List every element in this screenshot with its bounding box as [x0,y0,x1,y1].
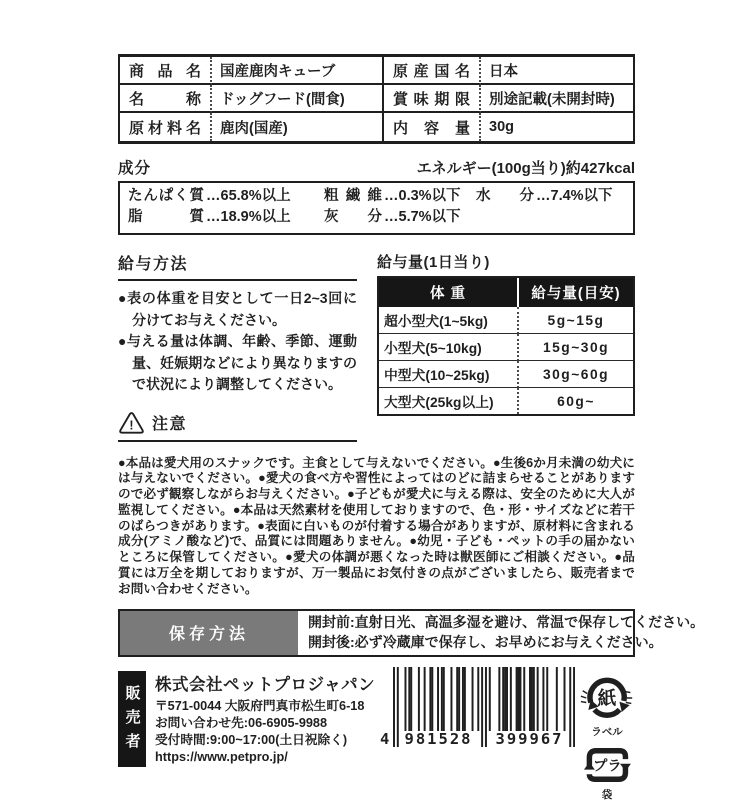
info-label-net-content: 内容量 [384,113,481,141]
barcode-digits-right: 399967 [495,729,564,748]
info-value-product-name: 国産鹿肉キューブ [212,57,384,85]
recycle-marks [579,671,635,805]
product-info-table [118,54,635,144]
ean13-barcode [380,667,575,763]
warning-triangle-icon [118,411,145,435]
barcode-digit-lead: 4 [380,729,390,748]
paper-recycle-target-label: ラベル [591,725,623,738]
composition-title: 成分 [118,160,152,177]
table-row-amount: 60g~ [557,393,595,409]
info-value-ingredients: 鹿肉(国産) [212,113,384,141]
seller-hours: 受付時間:9:00~17:00(土日祝除く) [155,732,348,747]
table-row-weight: 超小型犬(1~5kg) [379,307,519,334]
feeding-amount-title: 給与量(1日当り) [377,254,490,271]
storage-line-before-opening: 開封前:直射日光、高温多湿を避け、常温で保存してください。 [308,614,705,631]
seller-company-name: 株式会社ペットプロジャパン [155,675,376,694]
table-row-weight: 大型犬(25kg以上) [379,388,519,414]
feeding-method-bullets [118,288,357,396]
divider [118,279,357,281]
table-row-amount: 30g~60g [519,361,633,388]
table-row-weight: 小型犬(5~10kg) [379,334,519,361]
paper-recycle-icon [580,671,634,725]
column-header-amount: 給与量(目安) [519,278,633,307]
seller-address: 〒571-0044 大阪府門真市松生町6-18 [155,698,365,713]
barcode-digits [380,729,575,748]
info-label-category: 名称 [120,85,212,113]
plastic-recycle-icon [581,742,633,788]
storage-instructions [298,611,704,655]
storage-label: 保存方法 [120,611,298,655]
info-label-ingredients: 原材料名 [120,113,212,141]
svg-text:!: ! [129,418,134,433]
info-value-category: ドッグフード(間食) [212,85,384,113]
feeding-method-title: 給与方法 [118,256,189,273]
middle-band [118,251,635,449]
storage-box [118,609,705,657]
feeding-amount-section [377,251,635,449]
nutrient-moisture: 水分 …7.4%以下 [476,188,613,204]
barcode-digits-left: 981528 [404,729,473,748]
feeding-method-section [118,251,357,449]
seller-contact-lines [155,698,385,766]
feeding-method-bullet: ●与える量は体調、年齢、季節、運動量、妊娠期などにより異なりますので状況により調整してください。 [118,333,357,392]
seller-website-url: https://www.petpro.jp/ [155,749,288,764]
label-sheet [118,54,705,805]
seller-phone: お問い合わせ先:06-6905-9988 [155,715,328,730]
caution-title: 注意 [152,416,188,433]
plastic-recycle-target-label: 袋 [601,788,613,801]
column-header-weight: 体 重 [379,278,519,307]
divider [118,440,357,442]
bottom-section [118,671,635,805]
caution-header [118,411,357,435]
info-value-best-before: 別途記載(未開封時) [481,85,633,113]
info-label-best-before: 賞味期限 [384,85,481,113]
caution-text: ●本品は愛犬用のスナックです。主食として与えないでください。●生後6か月未満の幼犬には与えないでください。●愛犬の食べ方や習性によってはのどに詰まらせることがありますので必ず観察しながらお与えください。●子どもが愛犬に与える際は、安全のために大人が監視してください。●本品は天然素材を使用しておりますので、色・形・サイズなどに若干のばらつきがあります。●表面に白いものが付着する場合がありますが、原材料に含まれる成分(アミノ酸など)で、品質には問題ありません。●幼児・子ども・ペットの手の届かないところに保管してください。●愛犬の体調が悪くなった時は獣医師にご相談ください。●品質には万全を期しておりますが、万一製品にお気付きの点がございましたら、販売者までお問い合わせください。 [118,455,635,596]
composition-box [118,181,635,235]
table-row-amount: 15g~30g [519,334,633,361]
info-value-origin-country: 日本 [481,57,633,85]
nutrient-fiber: 粗繊維 …0.3%以下 [324,188,461,204]
svg-text:プラ: プラ [593,758,622,775]
feeding-method-bullet: ●表の体重を目安として一日2~3回に分けてお与えください。 [118,290,357,328]
table-row-amount: 5g~15g [519,307,633,334]
svg-text:紙: 紙 [597,687,617,709]
composition-header [118,156,635,178]
info-label-product-name: 商品名 [120,57,212,85]
energy-value: エネルギー(100g当り)約427kcal [416,160,635,177]
seller-label: 販売者 [118,671,146,767]
table-row-weight: 中型犬(10~25kg) [379,361,519,388]
seller-info [155,671,385,766]
info-value-net-content: 30g [489,119,514,135]
info-label-origin-country: 原産国名 [384,57,481,85]
nutrient-fat: 脂質 …18.9%以上 [128,209,291,225]
feeding-amount-table [377,276,635,416]
storage-line-after-opening: 開封後:必ず冷蔵庫で保存し、お早めにお与えください。 [308,633,663,650]
nutrient-ash: 灰分 …5.7%以下 [324,209,461,225]
nutrient-protein: たんぱく質 …65.8%以上 [128,188,291,204]
